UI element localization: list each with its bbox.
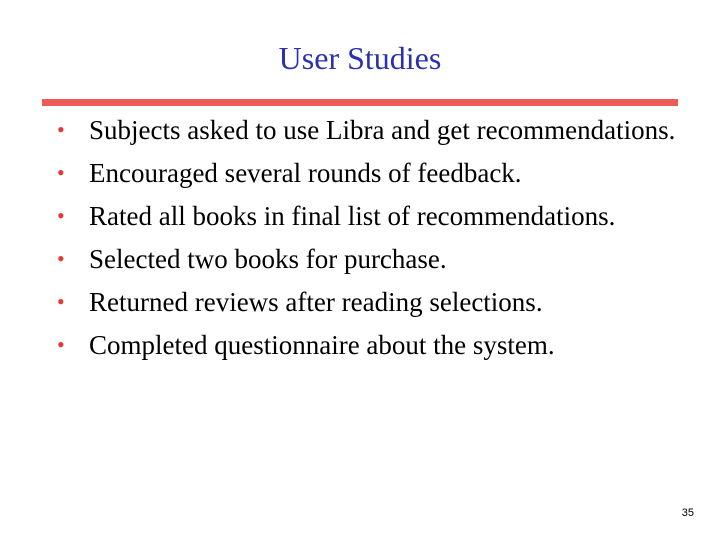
- page-number: 35: [681, 507, 694, 519]
- bullet-item-4: [55, 241, 705, 277]
- bullet-dot-icon: •: [57, 117, 65, 142]
- bullet-dot-icon: •: [57, 332, 65, 357]
- bullet-item-6: [55, 327, 705, 363]
- bullet-dot-icon: •: [57, 246, 65, 271]
- bullet-item-3: [55, 198, 705, 234]
- bullet-text-5: Returned reviews after reading selections.: [89, 287, 543, 317]
- bullet-text-3: Rated all books in final list of recommendations.: [89, 201, 616, 231]
- title-divider: [42, 99, 678, 106]
- bullet-item-2: [55, 155, 705, 191]
- bullet-dot-icon: •: [57, 203, 65, 228]
- bullet-item-1: [55, 112, 705, 148]
- bullet-text-4: Selected two books for purchase.: [89, 244, 447, 274]
- bullet-text-1: Subjects asked to use Libra and get recommendations.: [89, 115, 676, 145]
- bullet-list: [55, 112, 705, 370]
- bullet-item-5: [55, 284, 705, 320]
- bullet-dot-icon: •: [57, 160, 65, 185]
- bullet-text-2: Encouraged several rounds of feedback.: [89, 158, 522, 188]
- bullet-dot-icon: •: [57, 289, 65, 314]
- slide-title: User Studies: [278, 40, 442, 76]
- bullet-text-6: Completed questionnaire about the system.: [89, 330, 555, 360]
